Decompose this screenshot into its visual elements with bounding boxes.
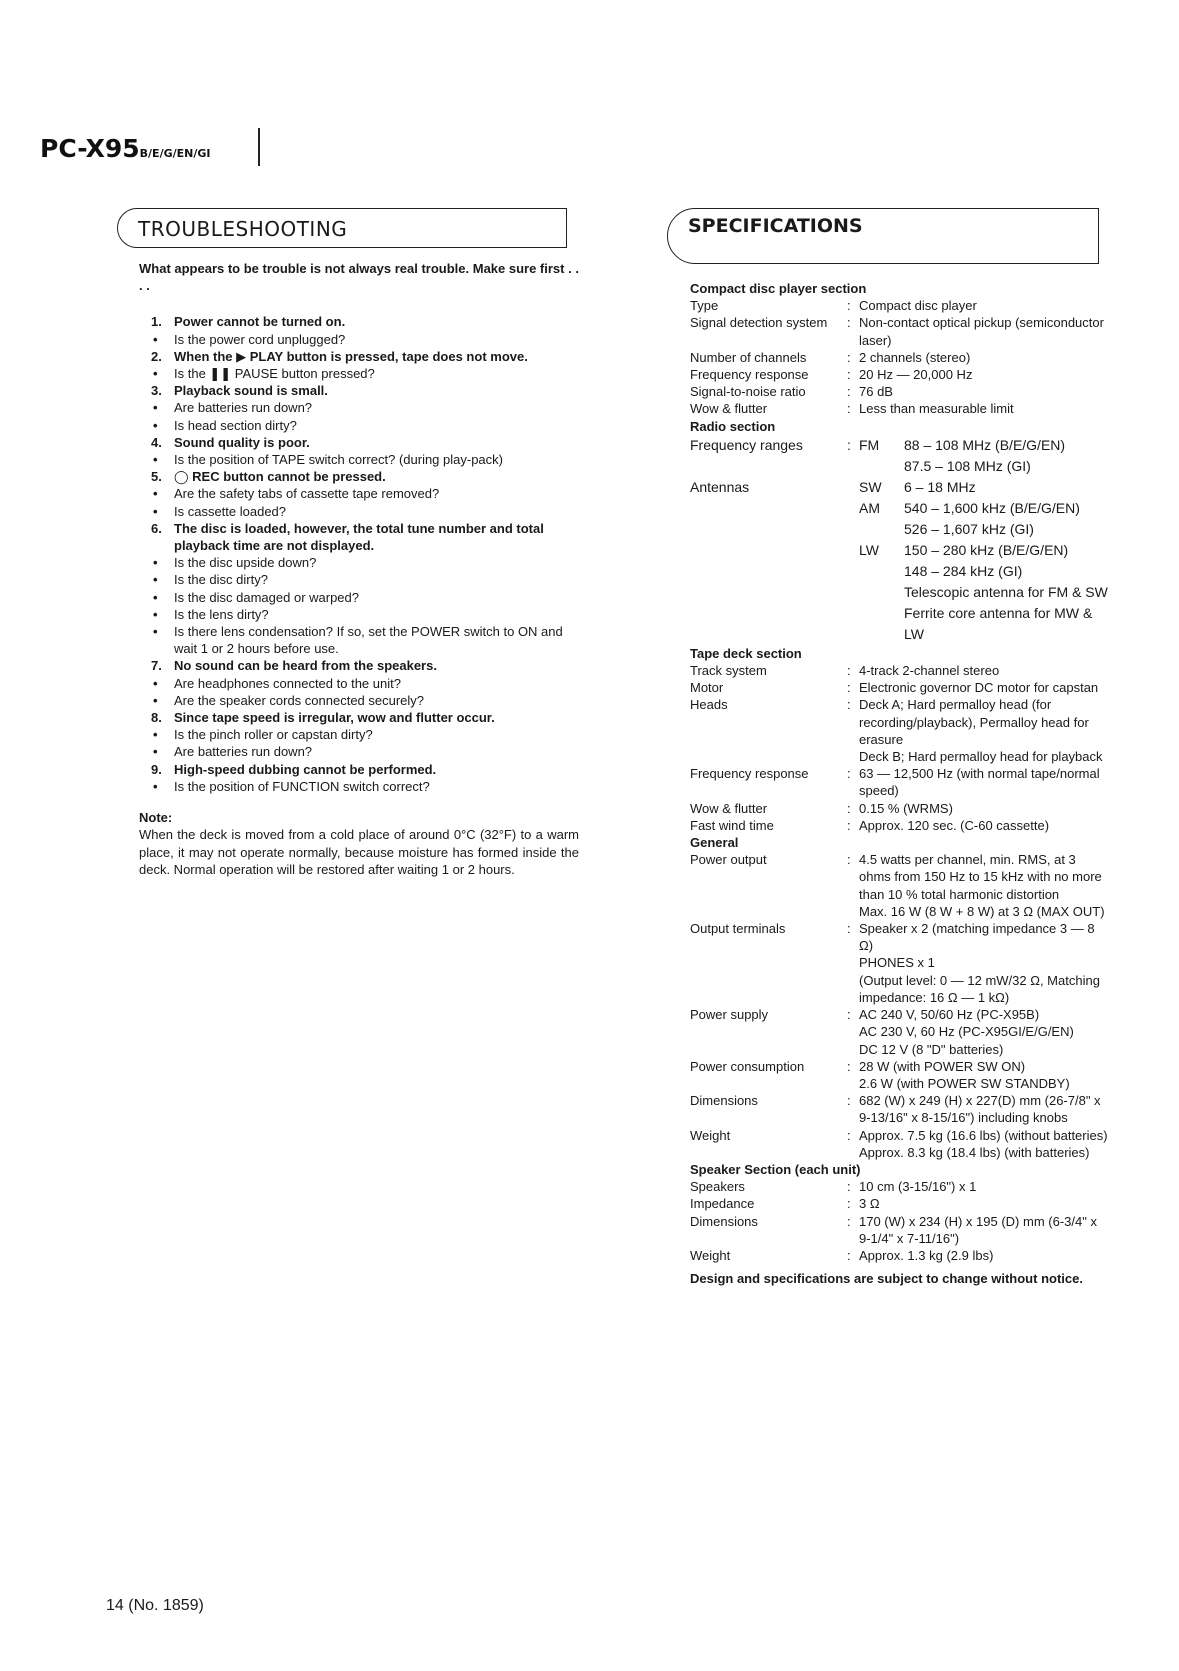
trouble-number: 4. [151, 434, 162, 450]
troubleshooting-section [139, 260, 579, 878]
check-question [139, 589, 579, 606]
spec-row [690, 383, 1110, 400]
spec-label: Power output [690, 852, 767, 868]
spec-value: 20 Hz — 20,000 Hz [859, 367, 973, 383]
trouble-number: 2. [151, 348, 162, 364]
spec-colon: : [847, 349, 851, 365]
spec-row [690, 366, 1110, 383]
check-text: Is the power cord unplugged? [174, 331, 346, 347]
spec-value: 4-track 2-channel stereo [859, 663, 1000, 679]
bullet-icon: • [153, 778, 158, 794]
antennas-label: Antennas [690, 478, 750, 495]
spec-label: Power supply [690, 1007, 769, 1023]
band-name: FM [859, 436, 880, 453]
trouble-number: 1. [151, 314, 162, 330]
trouble-item [139, 520, 579, 554]
radio-band-line [859, 477, 1110, 498]
check-question [139, 503, 579, 520]
trouble-item [139, 657, 579, 674]
radio-band-line [859, 519, 1110, 540]
check-text: Are the safety tabs of cassette tape removed? [174, 486, 440, 502]
spec-colon: : [847, 852, 851, 868]
spec-label [690, 435, 847, 645]
note-body: When the deck is moved from a cold place of around 0°C (32°F) to a warm place, it may not operate normally, because moisture has formed inside the deck. Normal operation will be restored after waiting 1 or 2 hours. [139, 827, 579, 877]
bullet-icon: • [153, 727, 158, 743]
check-text: Are batteries run down? [174, 400, 313, 416]
spec-colon: : [847, 697, 851, 713]
spec-row [690, 1058, 1110, 1075]
spec-row [690, 1023, 1110, 1040]
spec-colon: : [847, 367, 851, 383]
spec-row [690, 1178, 1110, 1195]
check-text: Is head section dirty? [174, 417, 297, 433]
band-name: SW [859, 478, 882, 495]
bullet-icon: • [153, 624, 158, 640]
band-name: LW [859, 541, 879, 558]
spec-colon [847, 1075, 859, 1092]
spec-value: 28 W (with POWER SW ON) [859, 1058, 1026, 1074]
spec-colon: : [847, 384, 851, 400]
spec-label [690, 1144, 847, 1161]
trouble-item [139, 348, 579, 365]
spec-colon: : [847, 436, 851, 453]
check-text: Is the lens dirty? [174, 606, 269, 622]
speaker-spec-rows [690, 1178, 1110, 1264]
check-text: Are batteries run down? [174, 744, 313, 760]
check-question [139, 606, 579, 623]
spec-row [690, 696, 1110, 748]
radio-section-title: Radio section [690, 418, 776, 434]
bullet-icon: • [153, 366, 158, 382]
spec-colon [847, 972, 859, 1006]
spec-colon: : [847, 1127, 851, 1143]
spec-label: Wow & flutter [690, 401, 768, 417]
check-question [139, 623, 579, 657]
troubleshooting-list [139, 313, 579, 795]
check-question [139, 331, 579, 348]
radio-band-line [859, 561, 1110, 582]
spec-value: Max. 16 W (8 W + 8 W) at 3 Ω (MAX OUT) [859, 903, 1105, 919]
spec-colon: : [847, 1247, 851, 1263]
spec-colon: : [847, 663, 851, 679]
spec-label: Wow & flutter [690, 800, 768, 816]
check-question [139, 571, 579, 588]
spec-label: Number of channels [690, 349, 807, 365]
spec-value: 76 dB [859, 384, 893, 400]
check-question [139, 554, 579, 571]
spec-label: Frequency response [690, 367, 809, 383]
page-number: 14 (No. 1859) [106, 1597, 204, 1614]
bullet-icon: • [153, 692, 158, 708]
spec-row [690, 920, 1110, 954]
radio-frequency-row [690, 435, 1110, 645]
spec-row [690, 748, 1110, 765]
spec-row [690, 1006, 1110, 1023]
check-text: Is the position of TAPE switch correct? (during play-pack) [174, 452, 503, 468]
spec-row [690, 903, 1110, 920]
trouble-heading: No sound can be heard from the speakers. [174, 658, 437, 674]
note-title: Note: [139, 810, 173, 826]
spec-row [690, 662, 1110, 679]
trouble-heading: Since tape speed is irregular, wow and flutter occur. [174, 710, 495, 726]
check-text: Is the ❚❚ PAUSE button pressed? [174, 366, 375, 382]
spec-colon: : [847, 921, 851, 937]
check-question [139, 417, 579, 434]
spec-row [690, 954, 1110, 971]
spec-label [690, 1041, 847, 1058]
model-suffix: B/E/G/EN/GI [139, 147, 211, 160]
spec-colon: : [847, 401, 851, 417]
spec-colon: : [847, 1196, 851, 1212]
check-question [139, 692, 579, 709]
spec-label: Signal detection system [690, 315, 828, 331]
spec-row [690, 1127, 1110, 1144]
spec-row [690, 314, 1110, 348]
check-question [139, 485, 579, 502]
speaker-section-title: Speaker Section (each unit) [690, 1161, 861, 1177]
spec-value: 2.6 W (with POWER SW STANDBY) [859, 1075, 1070, 1091]
spec-value: Non-contact optical pickup (semiconductor laser) [859, 315, 1104, 348]
spec-colon: : [847, 817, 851, 833]
spec-colon [847, 954, 859, 971]
trouble-number: 7. [151, 658, 162, 674]
check-text: Is the disc damaged or warped? [174, 589, 359, 605]
spec-value: DC 12 V (8 "D" batteries) [859, 1041, 1004, 1057]
spec-row [690, 679, 1110, 696]
spec-colon: : [847, 800, 851, 816]
spec-row [690, 851, 1110, 903]
spec-value: 0.15 % (WRMS) [859, 800, 953, 816]
spec-value: Deck B; Hard permalloy head for playback [859, 749, 1103, 765]
spec-row [690, 1213, 1110, 1247]
spec-label: Frequency response [690, 766, 809, 782]
trouble-number: 6. [151, 520, 162, 536]
bullet-icon: • [153, 555, 158, 571]
spec-label: Output terminals [690, 921, 786, 937]
radio-band-line [859, 498, 1110, 519]
trouble-item [139, 434, 579, 451]
spec-label: Weight [690, 1127, 731, 1143]
antenna-line: Ferrite core antenna for MW & LW [904, 604, 1093, 642]
trouble-item [139, 313, 579, 330]
band-value: 88 – 108 MHz (B/E/G/EN) [904, 436, 1066, 453]
spec-colon: : [847, 298, 851, 314]
spec-label [690, 903, 847, 920]
radio-band-line [859, 540, 1110, 561]
trouble-heading: High-speed dubbing cannot be performed. [174, 761, 437, 777]
spec-value: PHONES x 1 [859, 955, 935, 971]
header-divider [258, 128, 260, 166]
trouble-item [139, 761, 579, 778]
trouble-number: 5. [151, 469, 162, 485]
spec-label [690, 954, 847, 971]
tape-spec-rows [690, 662, 1110, 834]
spec-value: 682 (W) x 249 (H) x 227(D) mm (26-7/8" x 9-13/16" x 8-15/16") including knobs [859, 1093, 1101, 1126]
band-value: 540 – 1,600 kHz (B/E/G/EN) [904, 499, 1080, 516]
tape-section-title: Tape deck section [690, 645, 802, 661]
radio-bands [859, 435, 1110, 645]
trouble-heading: Power cannot be turned on. [174, 314, 346, 330]
spec-row [690, 1247, 1110, 1264]
spec-row [690, 765, 1110, 799]
check-text: Is there lens condensation? If so, set the POWER switch to ON and wait 1 or 2 hours before use. [174, 624, 563, 657]
spec-label: Signal-to-noise ratio [690, 384, 806, 400]
check-question [139, 675, 579, 692]
spec-colon: : [847, 1093, 851, 1109]
frequency-ranges-label: Frequency ranges [690, 436, 803, 453]
trouble-heading: ◯ REC button cannot be pressed. [174, 469, 386, 485]
spec-colon: : [847, 680, 851, 696]
spec-row [690, 1144, 1110, 1161]
spec-footer-note: Design and specifications are subject to change without notice. [690, 1271, 1083, 1287]
trouble-number: 8. [151, 710, 162, 726]
spec-row [690, 1075, 1110, 1092]
spec-label: Impedance [690, 1196, 755, 1212]
radio-band-line [859, 456, 1110, 477]
spec-label: Fast wind time [690, 817, 774, 833]
model-name: PC-X95 [40, 134, 140, 163]
spec-row [690, 1092, 1110, 1126]
spec-colon [847, 1041, 859, 1058]
spec-colon: : [847, 1058, 851, 1074]
bullet-icon: • [153, 400, 158, 416]
spec-label [690, 1023, 847, 1040]
trouble-item [139, 382, 579, 399]
troubleshooting-title: TROUBLESHOOTING [138, 217, 348, 241]
spec-value: AC 230 V, 60 Hz (PC-X95GI/E/G/EN) [859, 1024, 1074, 1040]
model-header [40, 134, 211, 163]
check-question [139, 743, 579, 760]
spec-colon [847, 1144, 859, 1161]
spec-value: Compact disc player [859, 298, 977, 314]
spec-colon: : [847, 315, 851, 331]
check-question [139, 451, 579, 468]
general-spec-rows [690, 851, 1110, 1161]
check-question [139, 365, 579, 382]
check-question [139, 778, 579, 795]
trouble-heading: Playback sound is small. [174, 383, 328, 399]
bullet-icon: • [153, 606, 158, 622]
check-text: Is the disc upside down? [174, 555, 317, 571]
bullet-icon: • [153, 486, 158, 502]
spec-row [690, 800, 1110, 817]
band-value: 87.5 – 108 MHz (GI) [904, 457, 1031, 474]
specifications-title-box [667, 208, 1099, 264]
spec-value: 10 cm (3-15/16") x 1 [859, 1179, 977, 1195]
spec-value: (Output level: 0 — 12 mW/32 Ω, Matching impedance: 16 Ω — 1 kΩ) [859, 972, 1100, 1005]
trouble-item [139, 709, 579, 726]
cd-spec-rows [690, 297, 1110, 417]
spec-label: Dimensions [690, 1093, 758, 1109]
troubleshooting-intro: What appears to be trouble is not always real trouble. Make sure first . . . . [139, 261, 579, 294]
radio-band-line [859, 435, 1110, 456]
bullet-icon: • [153, 744, 158, 760]
cd-section-title: Compact disc player section [690, 281, 867, 296]
spec-colon [847, 1023, 859, 1040]
spec-colon: : [847, 766, 851, 782]
specifications-section [690, 280, 1110, 1287]
check-text: Is the pinch roller or capstan dirty? [174, 727, 373, 743]
band-value: 148 – 284 kHz (GI) [904, 562, 1023, 579]
spec-label: Heads [690, 697, 728, 713]
spec-colon [847, 903, 859, 920]
spec-row [690, 817, 1110, 834]
spec-colon [847, 748, 859, 765]
spec-label [690, 972, 847, 1006]
spec-label: Weight [690, 1247, 731, 1263]
trouble-heading: Sound quality is poor. [174, 434, 310, 450]
bullet-icon: • [153, 589, 158, 605]
check-text: Are the speaker cords connected securely? [174, 692, 425, 708]
spec-label: Track system [690, 663, 767, 679]
band-name: AM [859, 499, 880, 516]
spec-value: Less than measurable limit [859, 401, 1014, 417]
spec-value: Approx. 1.3 kg (2.9 lbs) [859, 1247, 994, 1263]
trouble-number: 9. [151, 761, 162, 777]
band-value: 150 – 280 kHz (B/E/G/EN) [904, 541, 1069, 558]
spec-row [690, 1041, 1110, 1058]
check-question [139, 726, 579, 743]
spec-value: AC 240 V, 50/60 Hz (PC-X95B) [859, 1007, 1040, 1023]
spec-value: 63 — 12,500 Hz (with normal tape/normal speed) [859, 766, 1100, 799]
spec-row [690, 400, 1110, 417]
trouble-item [139, 468, 579, 485]
spec-value: Approx. 120 sec. (C-60 cassette) [859, 817, 1050, 833]
trouble-heading: The disc is loaded, however, the total tune number and total playback time are not displayed. [174, 520, 544, 554]
check-text: Is the disc dirty? [174, 572, 268, 588]
bullet-icon: • [153, 452, 158, 468]
bullet-icon: • [153, 503, 158, 519]
spec-label: Motor [690, 680, 724, 696]
spec-row [690, 972, 1110, 1006]
trouble-number: 3. [151, 383, 162, 399]
band-value: 6 – 18 MHz [904, 478, 976, 495]
spec-value: Speaker x 2 (matching impedance 3 — 8 Ω) [859, 921, 1095, 954]
spec-colon: : [847, 1213, 851, 1229]
spec-value: Approx. 7.5 kg (16.6 lbs) (without batteries) [859, 1127, 1108, 1143]
spec-label [690, 748, 847, 765]
check-text: Is the position of FUNCTION switch correct? [174, 778, 430, 794]
check-question [139, 399, 579, 416]
spec-value: 4.5 watts per channel, min. RMS, at 3 ohms from 150 Hz to 15 kHz with no more than 10 % total harmonic distortion [859, 852, 1102, 902]
bullet-icon: • [153, 331, 158, 347]
troubleshooting-title-box [117, 208, 567, 248]
spec-colon: : [847, 1007, 851, 1023]
bullet-icon: • [153, 417, 158, 433]
spec-value: 2 channels (stereo) [859, 349, 971, 365]
spec-value: 170 (W) x 234 (H) x 195 (D) mm (6-3/4" x 9-1/4" x 7-11/16") [859, 1213, 1097, 1246]
spec-label: Dimensions [690, 1213, 758, 1229]
spec-row [690, 349, 1110, 366]
check-text: Are headphones connected to the unit? [174, 675, 401, 691]
band-value: 526 – 1,607 kHz (GI) [904, 520, 1034, 537]
check-text: Is cassette loaded? [174, 503, 287, 519]
spec-label: Speakers [690, 1179, 745, 1195]
spec-label: Power consumption [690, 1058, 805, 1074]
spec-value: Electronic governor DC motor for capstan [859, 680, 1099, 696]
spec-value: Deck A; Hard permalloy head (for recording/playback), Permalloy head for erasure [859, 697, 1089, 747]
spec-value: Approx. 8.3 kg (18.4 lbs) (with batteries) [859, 1144, 1090, 1160]
bullet-icon: • [153, 572, 158, 588]
spec-label [690, 1075, 847, 1092]
specifications-title: SPECIFICATIONS [688, 215, 863, 237]
bullet-icon: • [153, 675, 158, 691]
spec-row [690, 1195, 1110, 1212]
antenna-line: Telescopic antenna for FM & SW [904, 583, 1108, 600]
trouble-heading: When the ▶ PLAY button is pressed, tape does not move. [174, 348, 528, 364]
spec-colon: : [847, 1179, 851, 1195]
spec-label: Type [690, 298, 719, 314]
spec-row [690, 297, 1110, 314]
general-section-title: General [690, 835, 739, 851]
spec-value: 3 Ω [859, 1196, 880, 1212]
